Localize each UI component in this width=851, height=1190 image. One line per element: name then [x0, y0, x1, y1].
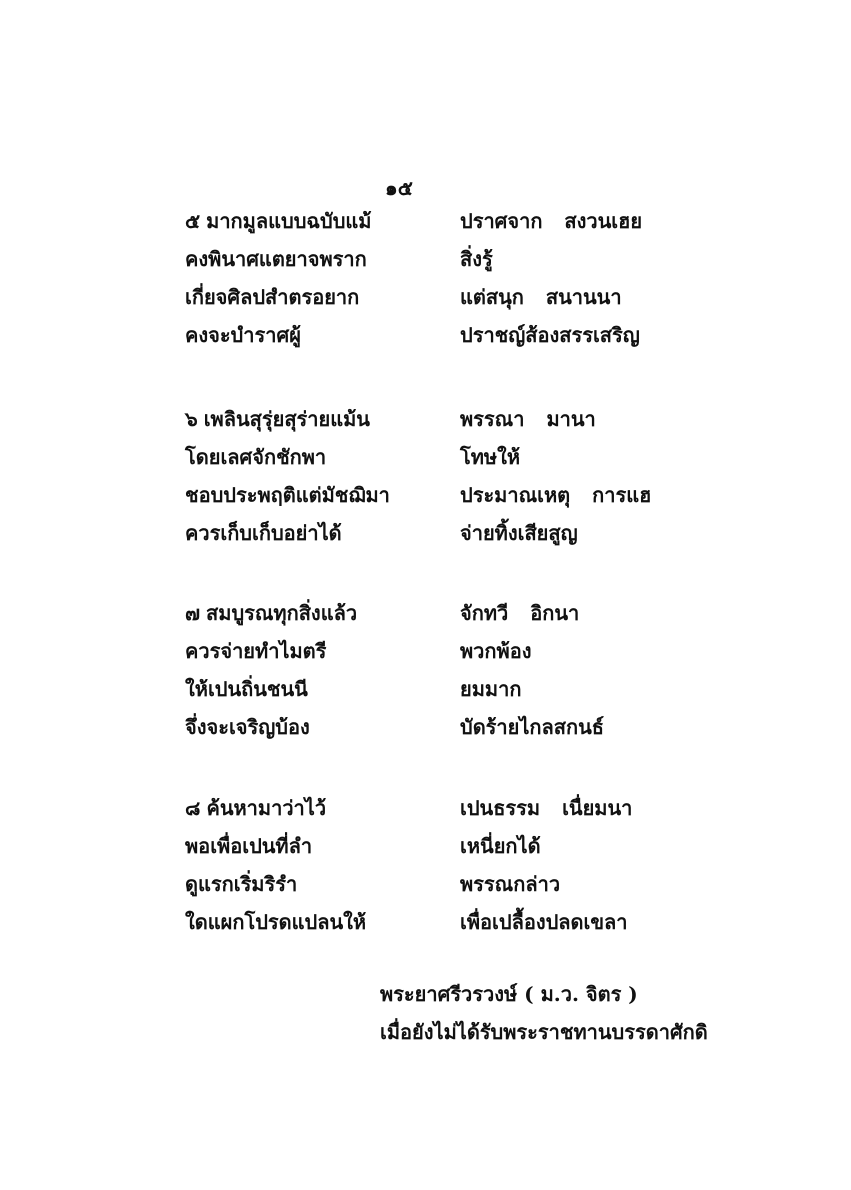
- verse-text: ใดแผกโปรดแปลนให้: [185, 910, 367, 934]
- stanza-number: ๖: [185, 407, 198, 431]
- verse-text: ปราศจาก: [460, 209, 543, 233]
- verse-text: เปนธรรม: [460, 796, 541, 820]
- verse-text: คงพินาศแตยาจพราก: [185, 247, 367, 271]
- verse-text: ชอบประพฤติแต่มัชฌิมา: [185, 483, 390, 507]
- stanza-line: [185, 281, 685, 319]
- verse-text: พวกพ้อง: [460, 639, 532, 663]
- stanza-line: [185, 830, 685, 868]
- verse-text: จักทวี: [460, 601, 509, 625]
- stanza-line: [185, 441, 685, 479]
- verse-text: พรรณกล่าว: [460, 872, 561, 896]
- stanza-6: [185, 403, 685, 555]
- author-name: พระยาศรีวรวงษ์ ( ม.ว. จิตร ): [380, 982, 638, 1006]
- verse-text: เพื่อเปลื้องปลดเขลา: [460, 910, 628, 934]
- verse-text: การแฮ: [592, 483, 652, 507]
- stanza-line: [185, 673, 685, 711]
- verse-text: สิ่งรู้: [460, 247, 493, 271]
- stanza-line: [185, 517, 685, 555]
- stanza-line-left: [185, 205, 371, 237]
- verse-text: มากมูลแบบฉบับแม้: [206, 209, 372, 233]
- stanza-line: [185, 205, 685, 243]
- verse-text: พอเพื่อเปนที่ลำ: [185, 834, 313, 858]
- stanza-line: [185, 243, 685, 281]
- stanza-line-left: [185, 597, 357, 629]
- stanza-line: [185, 403, 685, 441]
- stanza-line-right: [460, 597, 579, 629]
- verse-text: เกี่ยจศิลปสำตรอยาก: [185, 285, 360, 309]
- stanza-7: [185, 597, 685, 749]
- stanza-line-left: [185, 792, 326, 824]
- verse-text: เนื่ยมนา: [562, 796, 633, 820]
- verse-text: ดูแรกเริ่มริรำ: [185, 872, 298, 896]
- verse-text: สงวนเฮย: [564, 209, 643, 233]
- stanza-line-right: [460, 205, 642, 237]
- stanza-line: [185, 319, 685, 357]
- stanza-line: [185, 868, 685, 906]
- stanza-line: [185, 792, 685, 830]
- verse-text: อิกนา: [530, 601, 580, 625]
- verse-text: จึ่งจะเจริญบ้อง: [185, 715, 310, 739]
- verse-text: คงจะบำราศผู้: [185, 323, 301, 347]
- verse-text: มานา: [546, 407, 596, 431]
- stanza-line: [185, 906, 685, 944]
- verse-text: เพลินสุรุ่ยสุร่ายแม้น: [203, 407, 370, 431]
- verse-text: พรรณา: [460, 407, 525, 431]
- verse-text: โทษให้: [460, 445, 521, 469]
- stanza-number: ๘: [185, 796, 201, 820]
- stanza-number: ๕: [185, 209, 201, 233]
- verse-text: ควรเก็บเก็บอย่าได้: [185, 521, 342, 545]
- stanza-line-right: [460, 281, 622, 313]
- verse-text: ให้เปนถิ่นชนนี: [185, 677, 308, 701]
- verse-text: ประมาณเหตุ: [460, 483, 571, 507]
- stanza-line-right: [460, 403, 596, 435]
- stanza-line: [185, 479, 685, 517]
- stanza-line: [185, 635, 685, 673]
- verse-text: สมบูรณทุกสิ่งแล้ว: [206, 601, 358, 625]
- verse-text: บัดร้ายไกลสกนธ์: [460, 715, 604, 739]
- verse-text: แต่สนุก: [460, 285, 524, 309]
- signature-block: [380, 978, 708, 1054]
- stanza-5: [185, 205, 685, 357]
- verse-text: ควรจ่ายทำไมตรี: [185, 639, 327, 663]
- verse-text: สนานนา: [545, 285, 622, 309]
- stanza-line: [185, 711, 685, 749]
- page-number: ๑๕: [385, 176, 413, 200]
- author-note: เมื่อยังไม่ได้รับพระราชทานบรรดาศักดิ: [380, 1020, 708, 1044]
- verse-text: จ่ายทิ้งเสียสูญ: [460, 521, 578, 545]
- stanza-number: ๗: [185, 601, 201, 625]
- stanza-line-left: [185, 403, 370, 435]
- verse-text: เหนี่ยกได้: [460, 834, 541, 858]
- verse-text: ค้นหามาว่าไว้: [206, 796, 327, 820]
- stanza-8: [185, 792, 685, 944]
- stanza-line-right: [460, 479, 651, 511]
- stanza-line-right: [460, 792, 632, 824]
- stanza-line: [185, 597, 685, 635]
- verse-text: ปราชญ์ส้องสรรเสริญ: [460, 323, 640, 347]
- verse-text: โดยเลศจักชักพา: [185, 445, 327, 469]
- verse-text: ยมมาก: [460, 677, 522, 701]
